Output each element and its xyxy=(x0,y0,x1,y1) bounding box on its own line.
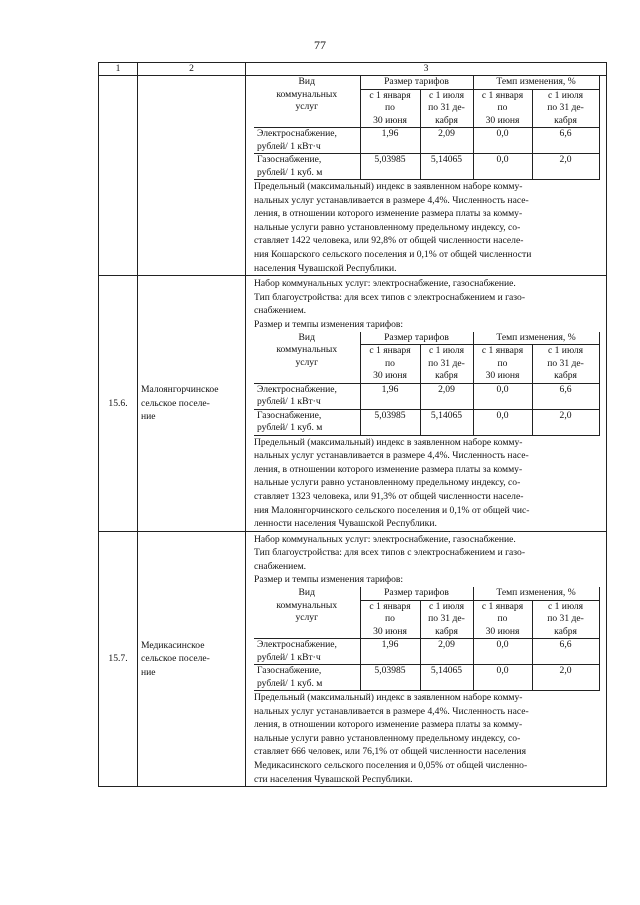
intro-line: снабжением. xyxy=(254,560,307,572)
intro-line: снабжением. xyxy=(254,305,307,317)
tariff-description xyxy=(246,531,607,787)
period-header-line: 30 июня xyxy=(373,370,407,382)
service-type-header xyxy=(254,332,360,384)
period-header-jan xyxy=(360,600,420,639)
index-note-line: ния Кошарского сельского поселения и 0,1% от общей численности xyxy=(254,248,532,260)
tariff-header-row xyxy=(254,332,599,345)
index-note-line: ставляет 1422 человека, или 92,8% от общей численности населе- xyxy=(254,235,524,247)
index-note-line: Предельный (максимальный) индекс в заявленном наборе комму- xyxy=(254,692,523,704)
period-header-line: по 31 де- xyxy=(428,613,465,625)
settlement-name xyxy=(138,276,246,532)
index-note-line: ленности населения Чувашской Республики. xyxy=(254,518,437,530)
period-header-line: по xyxy=(497,102,508,113)
period-header-line: 30 июня xyxy=(485,114,520,126)
period-header-line: с 1 июля xyxy=(428,600,465,612)
tariff-jan: 1,96 xyxy=(360,639,420,665)
settlement-name-line: Медикасинское xyxy=(141,639,205,651)
index-note-line: нальных услуг устанавливается в размере 4,4%. Численность насе- xyxy=(254,705,529,717)
period-header-line: с 1 января xyxy=(369,345,411,357)
table-row xyxy=(99,76,607,276)
service-label-line: Газоснабжение, xyxy=(257,154,322,165)
index-note-line: нальные услуги равно установленному предельному индексу, со- xyxy=(254,221,521,233)
index-note-line: нальные услуги равно установленному предельному индексу, со- xyxy=(254,732,521,744)
period-header-line: с 1 июля xyxy=(547,345,584,357)
service-label xyxy=(254,665,360,691)
index-note-line: ставляет 666 человек, или 76,1% от общей численности населения xyxy=(254,746,526,758)
settlement-name-line: ние xyxy=(141,666,156,678)
tariff-table xyxy=(254,587,600,691)
index-note-line: Предельный (максимальный) индекс в заявленном наборе комму- xyxy=(254,181,523,192)
service-row xyxy=(254,409,599,435)
rate-jul: 6,6 xyxy=(532,383,599,409)
period-header-jan xyxy=(473,600,532,639)
tariff-document-table xyxy=(98,62,607,787)
index-note xyxy=(254,180,602,275)
service-type-header-line: коммунальных xyxy=(276,344,338,356)
services-intro xyxy=(254,276,602,331)
column-number-1: 1 xyxy=(99,63,138,76)
tariff-description xyxy=(246,276,607,532)
period-header-jan xyxy=(360,345,420,384)
service-row xyxy=(254,665,599,691)
index-note-line: нальных услуг устанавливается в размере 4,4%. Численность насе- xyxy=(254,450,529,462)
period-header-line: с 1 июля xyxy=(547,600,584,612)
index-note-line: сти населения Чувашской Республики. xyxy=(254,773,413,785)
service-label-line: Электроснабжение, xyxy=(257,128,337,139)
service-row xyxy=(254,128,599,154)
service-label-line: Газоснабжение, xyxy=(257,665,322,677)
index-note-line: нальных услуг устанавливается в размере 4,4%. Численность насе- xyxy=(254,194,529,206)
service-type-header-line: услуг xyxy=(295,101,319,112)
rate-jan: 0,0 xyxy=(473,128,532,154)
index-note xyxy=(254,691,602,786)
tariff-size-header: Размер тарифов xyxy=(360,332,473,345)
period-header-line: по xyxy=(385,357,395,369)
period-header-line: с 1 января xyxy=(481,345,524,357)
service-label-line: рублей/ 1 кВт·ч xyxy=(257,140,321,152)
period-header-line: 30 июня xyxy=(485,370,520,382)
column-number-row xyxy=(99,63,607,76)
index-note-line: нальные услуги равно установленному предельному индексу, со- xyxy=(254,477,521,489)
service-type-header-line: услуг xyxy=(295,356,319,368)
rate-jan: 0,0 xyxy=(473,665,532,691)
period-header-jul xyxy=(532,345,599,384)
service-label-line: Электроснабжение, xyxy=(257,383,337,395)
tariff-size-header: Размер тарифов xyxy=(360,587,473,600)
rate-jul: 6,6 xyxy=(532,639,599,665)
service-label-line: рублей/ 1 куб. м xyxy=(257,677,323,689)
index-note-line: ления, в отношении которого изменение размера платы за комму- xyxy=(254,719,523,731)
change-rate-header: Темп изменения, % xyxy=(473,332,599,345)
service-label-line: рублей/ 1 куб. м xyxy=(257,166,323,178)
tariff-jan: 1,96 xyxy=(360,383,420,409)
service-label-line: Электроснабжение, xyxy=(257,639,337,651)
service-label xyxy=(254,409,360,435)
period-header-line: 30 июня xyxy=(485,625,520,637)
table-row xyxy=(99,276,607,532)
period-header-line: кабря xyxy=(435,370,458,382)
period-header-line: по 31 де- xyxy=(428,357,465,369)
service-label xyxy=(254,128,360,154)
index-note-line: ния Малоянгорчинского сельского поселения и 0,1% от общей чис- xyxy=(254,504,530,516)
services-intro xyxy=(254,532,602,587)
period-header-jul xyxy=(420,600,473,639)
service-label xyxy=(254,154,360,180)
rate-jul: 2,0 xyxy=(532,154,599,180)
period-header-line: 30 июня xyxy=(373,625,407,637)
period-header-jul xyxy=(532,89,599,128)
service-type-header-line: услуг xyxy=(295,612,319,624)
change-rate-header: Темп изменения, % xyxy=(473,76,599,89)
tariff-header-row xyxy=(254,587,599,600)
service-label-line: Газоснабжение, xyxy=(257,409,322,421)
intro-line: Тип благоустройства: для всех типов с электроснабжением и газо- xyxy=(254,547,526,559)
period-header-line: с 1 июля xyxy=(428,89,465,101)
settlement-name-line: Малоянгорчинское xyxy=(141,384,219,396)
index-note-line: ления, в отношении которого изменение размера платы за комму- xyxy=(254,208,523,220)
tariff-jul: 2,09 xyxy=(420,383,473,409)
tariff-jan: 5,03985 xyxy=(360,154,420,180)
tariff-table xyxy=(254,76,600,180)
tariff-jul: 5,14065 xyxy=(420,154,473,180)
period-header-jan xyxy=(473,89,532,128)
period-header-line: по xyxy=(385,613,395,625)
tariff-description xyxy=(246,76,607,276)
service-type-header-line: коммунальных xyxy=(276,88,338,100)
index-note-line: населения Чувашской Республики. xyxy=(254,262,397,274)
row-number: 15.7. xyxy=(99,531,138,787)
settlement-name-line: сельское поселе- xyxy=(141,397,210,409)
period-header-line: по 31 де- xyxy=(428,102,465,113)
settlement-name xyxy=(138,531,246,787)
index-note xyxy=(254,436,602,531)
period-header-jan xyxy=(360,89,420,128)
service-type-header xyxy=(254,76,360,128)
column-number-2: 2 xyxy=(138,63,246,76)
row-number: 15.6. xyxy=(99,276,138,532)
period-header-line: по 31 де- xyxy=(547,613,584,625)
row-number xyxy=(99,76,138,276)
service-type-header-line: коммунальных xyxy=(276,599,338,611)
index-note-line: Предельный (максимальный) индекс в заявленном наборе комму- xyxy=(254,436,523,448)
tariff-jul: 2,09 xyxy=(420,639,473,665)
intro-line: Тип благоустройства: для всех типов с электроснабжением и газо- xyxy=(254,291,526,303)
settlement-name-line: сельское поселе- xyxy=(141,653,210,665)
period-header-line: по xyxy=(385,102,395,113)
period-header-line: кабря xyxy=(554,114,577,126)
intro-line: Набор коммунальных услуг: электроснабжение, газоснабжение. xyxy=(254,278,516,290)
service-type-header-line: Вид xyxy=(298,587,315,599)
intro-line: Размер и темпы изменения тарифов: xyxy=(254,318,404,330)
index-note-line: Медикасинского сельского поселения и 0,05% от общей численно- xyxy=(254,760,528,772)
tariff-jul: 5,14065 xyxy=(420,409,473,435)
period-header-jan xyxy=(473,345,532,384)
column-number-3: 3 xyxy=(246,63,607,76)
tariff-jul: 2,09 xyxy=(420,128,473,154)
service-label xyxy=(254,383,360,409)
intro-line: Набор коммунальных услуг: электроснабжение, газоснабжение. xyxy=(254,533,516,545)
rate-jan: 0,0 xyxy=(473,639,532,665)
rate-jan: 0,0 xyxy=(473,154,532,180)
period-header-line: по 31 де- xyxy=(547,357,584,369)
period-header-line: с 1 июля xyxy=(428,345,465,357)
service-row xyxy=(254,154,599,180)
period-header-line: по xyxy=(497,357,508,369)
tariff-table xyxy=(254,332,600,436)
index-note-line: ставляет 1323 человека, или 91,3% от общей численности населе- xyxy=(254,490,524,502)
rate-jul: 2,0 xyxy=(532,665,599,691)
rate-jan: 0,0 xyxy=(473,409,532,435)
tariff-header-row xyxy=(254,76,599,89)
period-header-line: по xyxy=(497,613,508,625)
period-header-line: с 1 января xyxy=(481,600,524,612)
table-row xyxy=(99,531,607,787)
service-label-line: рублей/ 1 кВт·ч xyxy=(257,396,321,408)
settlement-name-line: ние xyxy=(141,411,156,423)
index-note-line: ления, в отношении которого изменение размера платы за комму- xyxy=(254,463,523,475)
service-type-header-line: Вид xyxy=(298,76,315,87)
period-header-line: с 1 июля xyxy=(547,89,584,101)
period-header-line: кабря xyxy=(435,114,458,126)
tariff-jan: 1,96 xyxy=(360,128,420,154)
service-row xyxy=(254,383,599,409)
period-header-jul xyxy=(420,345,473,384)
rate-jul: 2,0 xyxy=(532,409,599,435)
service-type-header-line: Вид xyxy=(298,331,315,343)
page-number: 77 xyxy=(314,38,326,52)
period-header-jul xyxy=(420,89,473,128)
rate-jul: 6,6 xyxy=(532,128,599,154)
service-label-line: рублей/ 1 кВт·ч xyxy=(257,651,321,663)
tariff-jan: 5,03985 xyxy=(360,409,420,435)
period-header-jul xyxy=(532,600,599,639)
period-header-line: 30 июня xyxy=(373,114,407,126)
settlement-name xyxy=(138,76,246,276)
change-rate-header: Темп изменения, % xyxy=(473,587,599,600)
period-header-line: с 1 января xyxy=(369,89,411,101)
tariff-jan: 5,03985 xyxy=(360,665,420,691)
period-header-line: с 1 января xyxy=(481,89,524,101)
service-row xyxy=(254,639,599,665)
service-type-header xyxy=(254,587,360,639)
tariff-jul: 5,14065 xyxy=(420,665,473,691)
period-header-line: с 1 января xyxy=(369,600,411,612)
period-header-line: кабря xyxy=(435,625,458,637)
intro-line: Размер и темпы изменения тарифов: xyxy=(254,574,404,586)
period-header-line: кабря xyxy=(554,625,577,637)
rate-jan: 0,0 xyxy=(473,383,532,409)
period-header-line: по 31 де- xyxy=(547,102,584,113)
period-header-line: кабря xyxy=(554,370,577,382)
service-label xyxy=(254,639,360,665)
tariff-size-header: Размер тарифов xyxy=(360,76,473,89)
service-label-line: рублей/ 1 куб. м xyxy=(257,422,323,434)
